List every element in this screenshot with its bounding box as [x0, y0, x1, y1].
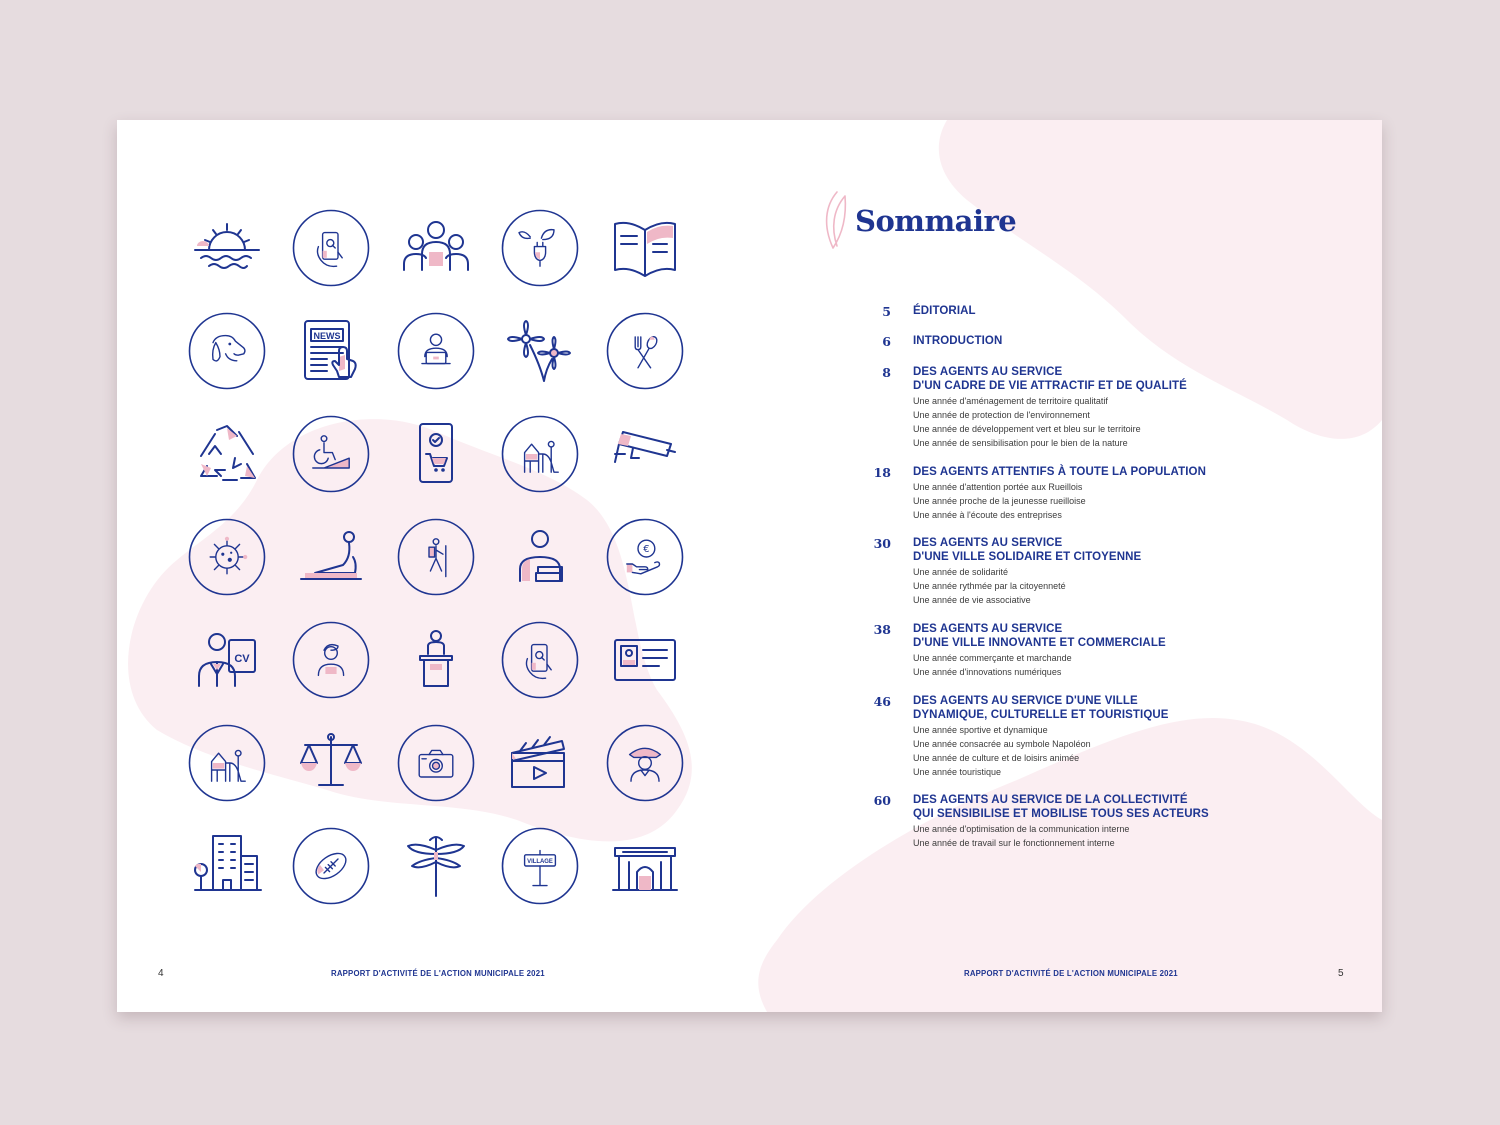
toc-heading-line: DES AGENTS AU SERVICE	[913, 623, 1063, 635]
toc-subsection: Une année consacrée au symbole Napoléon	[913, 739, 1091, 749]
toc-heading	[913, 334, 1277, 348]
toc-entry[interactable]	[857, 793, 1277, 850]
toc-page-number: 5	[882, 304, 891, 319]
toc-page-number: 18	[873, 465, 891, 480]
mobile-shopping-icon	[396, 414, 476, 494]
young-person-icon	[291, 620, 371, 700]
document-spread	[117, 120, 1382, 1012]
toc-page-number: 30	[873, 536, 891, 551]
napoleon-icon	[605, 723, 685, 803]
accessibility-ramp-icon	[291, 414, 371, 494]
leaf-ornament-icon	[817, 190, 853, 252]
toc-entry[interactable]	[857, 304, 1277, 318]
toc-page-number: 8	[882, 365, 891, 380]
cv-candidate-icon	[187, 620, 267, 700]
toc-subsection: Une année sportive et dynamique	[913, 725, 1048, 735]
toc-subsection: Une année rythmée par la citoyenneté	[913, 581, 1066, 591]
toc-heading	[913, 622, 1277, 650]
toc-heading-line: INTRODUCTION	[913, 335, 1003, 347]
toc-heading	[913, 365, 1277, 393]
toc-entry[interactable]	[857, 334, 1277, 348]
toc-subsection: Une année touristique	[913, 767, 1002, 777]
playground-icon	[187, 723, 267, 803]
toc-subsections	[913, 723, 1277, 779]
toc-page-number: 6	[882, 334, 891, 349]
page-title: Sommaire	[855, 204, 1017, 238]
left-page-number: 4	[158, 968, 164, 979]
news-label: NEWS	[313, 331, 341, 341]
toc-entry[interactable]	[857, 465, 1277, 522]
toc-heading	[913, 694, 1277, 722]
toc-heading-line: DES AGENTS ATTENTIFS À TOUTE LA POPULATION	[913, 466, 1206, 478]
cv-label: CV	[234, 653, 250, 665]
toc-heading-line: D'UN CADRE DE VIE ATTRACTIF ET DE QUALITÉ	[913, 380, 1187, 392]
smartphone-hand-icon	[291, 208, 371, 288]
toc-heading-line: DES AGENTS AU SERVICE D'UNE VILLE	[913, 695, 1138, 707]
yoga-pose-icon	[291, 517, 371, 597]
icon-grid	[187, 208, 699, 898]
svg-text:€: €	[643, 544, 650, 556]
toc-subsections	[913, 480, 1277, 522]
toc-heading	[913, 304, 1277, 318]
monument-facade-icon	[605, 826, 685, 906]
security-camera-icon	[605, 414, 685, 494]
right-page-number: 5	[1338, 968, 1344, 979]
toc-subsection: Une année de protection de l'environnement	[913, 410, 1090, 420]
toc-heading-line: ÉDITORIAL	[913, 305, 976, 317]
toc-subsection: Une année de culture et de loisirs animée	[913, 753, 1080, 763]
speaker-podium-icon	[396, 620, 476, 700]
toc-heading-line: D'UNE VILLE INNOVANTE ET COMMERCIALE	[913, 637, 1166, 649]
news-tablet-icon	[291, 311, 371, 391]
hiker-icon	[396, 517, 476, 597]
toc-page-number: 46	[873, 694, 891, 709]
toc-subsection: Une année de travail sur le fonctionnement interne	[913, 838, 1115, 848]
toc-heading-line: QUI SENSIBILISE ET MOBILISE TOUS SES ACTEURS	[913, 808, 1209, 820]
flowers-icon	[500, 311, 580, 391]
toc-heading	[913, 465, 1277, 479]
person-books-icon	[500, 517, 580, 597]
right-footer-title: RAPPORT D'ACTIVITÉ DE L'ACTION MUNICIPALE 2021	[964, 969, 1178, 978]
toc-heading	[913, 536, 1277, 564]
toc-heading-line: D'UNE VILLE SOLIDAIRE ET CITOYENNE	[913, 551, 1142, 563]
smartphone-hand-icon	[500, 620, 580, 700]
person-laptop-icon	[396, 311, 476, 391]
toc-subsection: Une année d'optimisation de la communication interne	[913, 824, 1130, 834]
toc-heading-line: DES AGENTS AU SERVICE DE LA COLLECTIVITÉ	[913, 794, 1188, 806]
id-card-icon	[605, 620, 685, 700]
dog-icon	[187, 311, 267, 391]
toc-subsections	[913, 565, 1277, 607]
toc-heading-line: DES AGENTS AU SERVICE	[913, 366, 1063, 378]
toc-subsections	[913, 394, 1277, 450]
dragonfly-icon	[396, 826, 476, 906]
toc-page-number: 60	[873, 793, 891, 808]
toc-page-number: 38	[873, 622, 891, 637]
toc-subsection: Une année de vie associative	[913, 595, 1031, 605]
toc-heading-line: DYNAMIQUE, CULTURELLE ET TOURISTIQUE	[913, 709, 1169, 721]
left-footer-title: RAPPORT D'ACTIVITÉ DE L'ACTION MUNICIPALE 2021	[331, 969, 545, 978]
toc-title-block	[817, 186, 1147, 256]
playground-icon	[500, 414, 580, 494]
group-of-people-icon	[396, 208, 476, 288]
toc-entry[interactable]	[857, 536, 1277, 607]
toc-entry[interactable]	[857, 694, 1277, 779]
toc-subsection: Une année de développement vert et bleu sur le territoire	[913, 424, 1141, 434]
toc-subsection: Une année d'attention portée aux Rueillois	[913, 482, 1083, 492]
toc-subsection: Une année d'aménagement de territoire qualitatif	[913, 396, 1108, 406]
justice-scale-icon	[291, 723, 371, 803]
clapperboard-icon	[500, 723, 580, 803]
rugby-ball-icon	[291, 826, 371, 906]
toc-subsection: Une année de solidarité	[913, 567, 1009, 577]
toc-subsection: Une année d'innovations numériques	[913, 667, 1062, 677]
euro-coin-hand-icon	[605, 517, 685, 597]
toc-subsection: Une année commerçante et marchande	[913, 653, 1072, 663]
toc-subsections	[913, 822, 1277, 850]
camera-icon	[396, 723, 476, 803]
city-buildings-icon	[187, 826, 267, 906]
virus-icon	[187, 517, 267, 597]
recycle-icon	[187, 414, 267, 494]
toc-heading-line: DES AGENTS AU SERVICE	[913, 537, 1063, 549]
eco-plug-icon	[500, 208, 580, 288]
village-label: VILLAGE	[527, 859, 553, 866]
toc-subsection: Une année à l'écoute des entreprises	[913, 510, 1062, 520]
village-sign-icon	[500, 826, 580, 906]
open-book-icon	[605, 208, 685, 288]
sunset-icon	[187, 208, 267, 288]
toc-subsections	[913, 651, 1277, 679]
toc-entry[interactable]	[857, 622, 1277, 679]
toc-subsection: Une année proche de la jeunesse rueilloise	[913, 496, 1086, 506]
fork-spoon-icon	[605, 311, 685, 391]
toc-heading	[913, 793, 1277, 821]
toc-entry[interactable]	[857, 365, 1277, 450]
toc-subsection: Une année de sensibilisation pour le bien de la nature	[913, 438, 1128, 448]
